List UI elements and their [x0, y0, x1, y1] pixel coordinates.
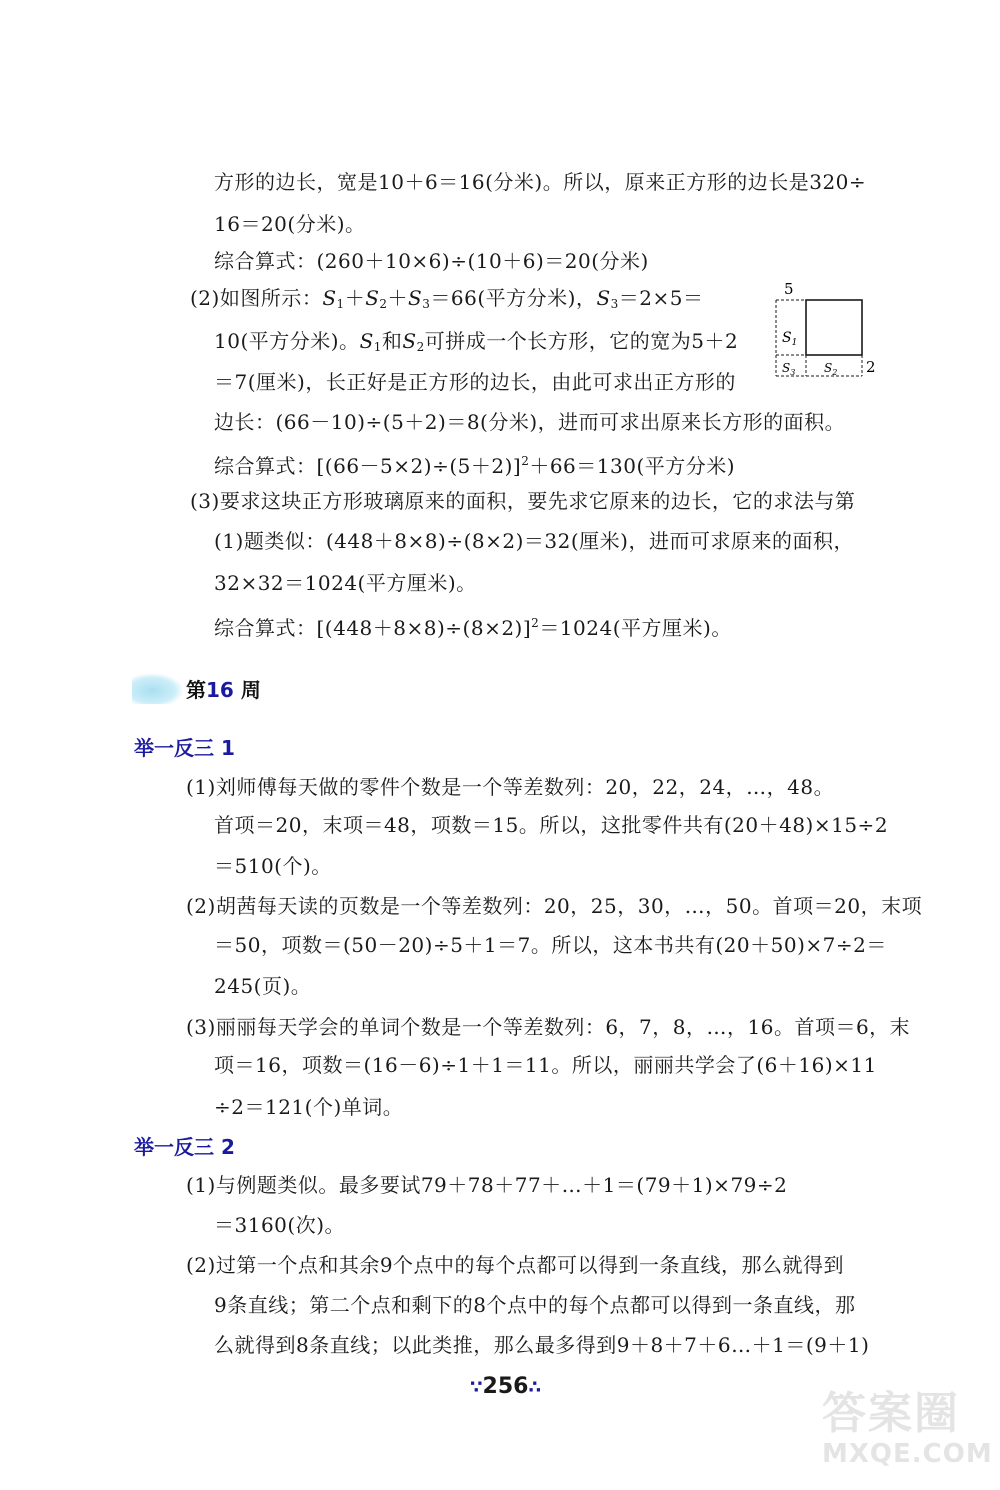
text-line: 方形的边长，宽是10＋6＝16(分米)。所以，原来正方形的边长是320÷ [214, 170, 867, 194]
label-s3: $S_3$ [782, 361, 796, 377]
variable-s: S [402, 329, 417, 353]
dots-decoration: ∴ [528, 1377, 541, 1398]
subheading: 举一反三 1 [134, 736, 235, 760]
section-heading [186, 676, 261, 704]
page-number [470, 1372, 541, 1403]
text-fragment: ＝66(平方分米)， [430, 286, 597, 310]
text-line: ＝3160(次)。 [214, 1213, 346, 1237]
watermark [822, 1390, 993, 1470]
heading-prefix: 第 [186, 678, 206, 702]
text-line: (3)丽丽每天学会的单词个数是一个等差数列：6，7，8，…，16。首项＝6，末 [186, 1015, 911, 1039]
text-line [214, 609, 732, 642]
subscript: 3 [610, 297, 619, 311]
subscript: 3 [422, 297, 431, 311]
text-fragment: ＋66＝130(平方分米) [529, 454, 736, 478]
text-line: 16＝20(分米)。 [214, 212, 366, 236]
page-number-value: 256 [482, 1374, 529, 1399]
text-line: ＝50，项数＝(50－20)÷5＋1＝7。所以，这本书共有(20＋50)×7÷2＝ [214, 933, 887, 957]
variable-s: S [408, 286, 423, 310]
label-s2: $S_2$ [824, 361, 838, 377]
watermark-url: MXQE.COM [822, 1439, 993, 1469]
heading-number: 16 [206, 678, 234, 702]
heading-decoration [132, 674, 182, 704]
text-line [214, 327, 738, 361]
text-fragment: ＋ [344, 286, 366, 310]
text-fragment: 10(平方分米)。 [214, 329, 360, 353]
subscript: 1 [373, 340, 382, 354]
text-line: (2)过第一个点和其余9个点中的每个点都可以得到一条直线，那么就得到 [186, 1253, 845, 1277]
text-line: 么就得到8条直线；以此类推，那么最多得到9＋8＋7＋6…＋1＝(9＋1) [214, 1333, 870, 1357]
variable-s: S [365, 286, 380, 310]
subscript: 1 [336, 297, 345, 311]
subscript: 2 [379, 297, 388, 311]
text-fragment: 综合算式：[(66－5×2)÷(5＋2)] [214, 454, 522, 478]
text-line: 9条直线；第二个点和剩下的8个点中的每个点都可以得到一条直线，那 [214, 1293, 856, 1317]
text-line: 32×32＝1024(平方厘米)。 [214, 571, 477, 595]
label-s1: $S_1$ [782, 330, 798, 348]
text-line: (1)刘师傅每天做的零件个数是一个等差数列：20，22，24，…，48。 [186, 775, 835, 799]
text-line: (2)胡茜每天读的页数是一个等差数列：20，25，30，…，50。首项＝20，末项 [186, 894, 923, 918]
text-fragment: 可拼成一个长方形，它的宽为5＋2 [424, 329, 739, 353]
heading-suffix: 周 [240, 678, 261, 702]
text-line: 项＝16，项数＝(16－6)÷1＋1＝11。所以，丽丽共学会了(6＋16)×11 [214, 1053, 877, 1077]
text-line: (3)要求这块正方形玻璃原来的面积，要先求它原来的边长，它的求法与第 [190, 489, 856, 513]
text-fragment: 和 [381, 329, 403, 353]
label-top: 5 [784, 282, 794, 298]
subheading: 举一反三 2 [134, 1135, 235, 1159]
subscript: 2 [416, 340, 425, 354]
dots-decoration: ∵ [470, 1377, 483, 1398]
text-line: ＝7(厘米)，长正好是正方形的边长，由此可求出正方形的 [214, 370, 736, 394]
text-line: 首项＝20，末项＝48，项数＝15。所以，这批零件共有(20＋48)×15÷2 [214, 813, 889, 837]
label-right: 2 [866, 358, 876, 376]
text-line: ＝510(个)。 [214, 854, 332, 878]
text-line: (1)与例题类似。最多要试79＋78＋77＋…＋1＝(79＋1)×79÷2 [186, 1173, 788, 1197]
superscript: 2 [521, 454, 530, 468]
variable-s: S [596, 286, 611, 310]
text-line: (1)题类似：(448＋8×8)÷(8×2)＝32(厘米)，进而可求原来的面积， [214, 529, 854, 553]
text-fragment: ＝2×5＝ [618, 286, 704, 310]
variable-s: S [322, 286, 337, 310]
text-fragment: ＋ [387, 286, 409, 310]
text-fragment: 综合算式：[(448＋8×8)÷(8×2)] [214, 616, 532, 640]
text-fragment: (2)如图所示： [190, 286, 323, 310]
geometry-figure [770, 282, 885, 382]
variable-s: S [359, 329, 374, 353]
superscript: 2 [531, 616, 540, 630]
square-outline [806, 300, 862, 355]
text-line [214, 447, 735, 480]
text-line: 综合算式：(260＋10×6)÷(10＋6)＝20(分米) [214, 249, 649, 273]
text-line: ÷2＝121(个)单词。 [214, 1095, 404, 1119]
text-line: 边长：(66－10)÷(5＋2)＝8(分米)，进而可求出原来长方形的面积。 [214, 410, 846, 434]
watermark-brand: 答案圈 [822, 1388, 960, 1439]
text-line [190, 284, 704, 318]
text-line: 245(页)。 [214, 974, 312, 998]
text-fragment: ＝1024(平方厘米)。 [539, 616, 732, 640]
